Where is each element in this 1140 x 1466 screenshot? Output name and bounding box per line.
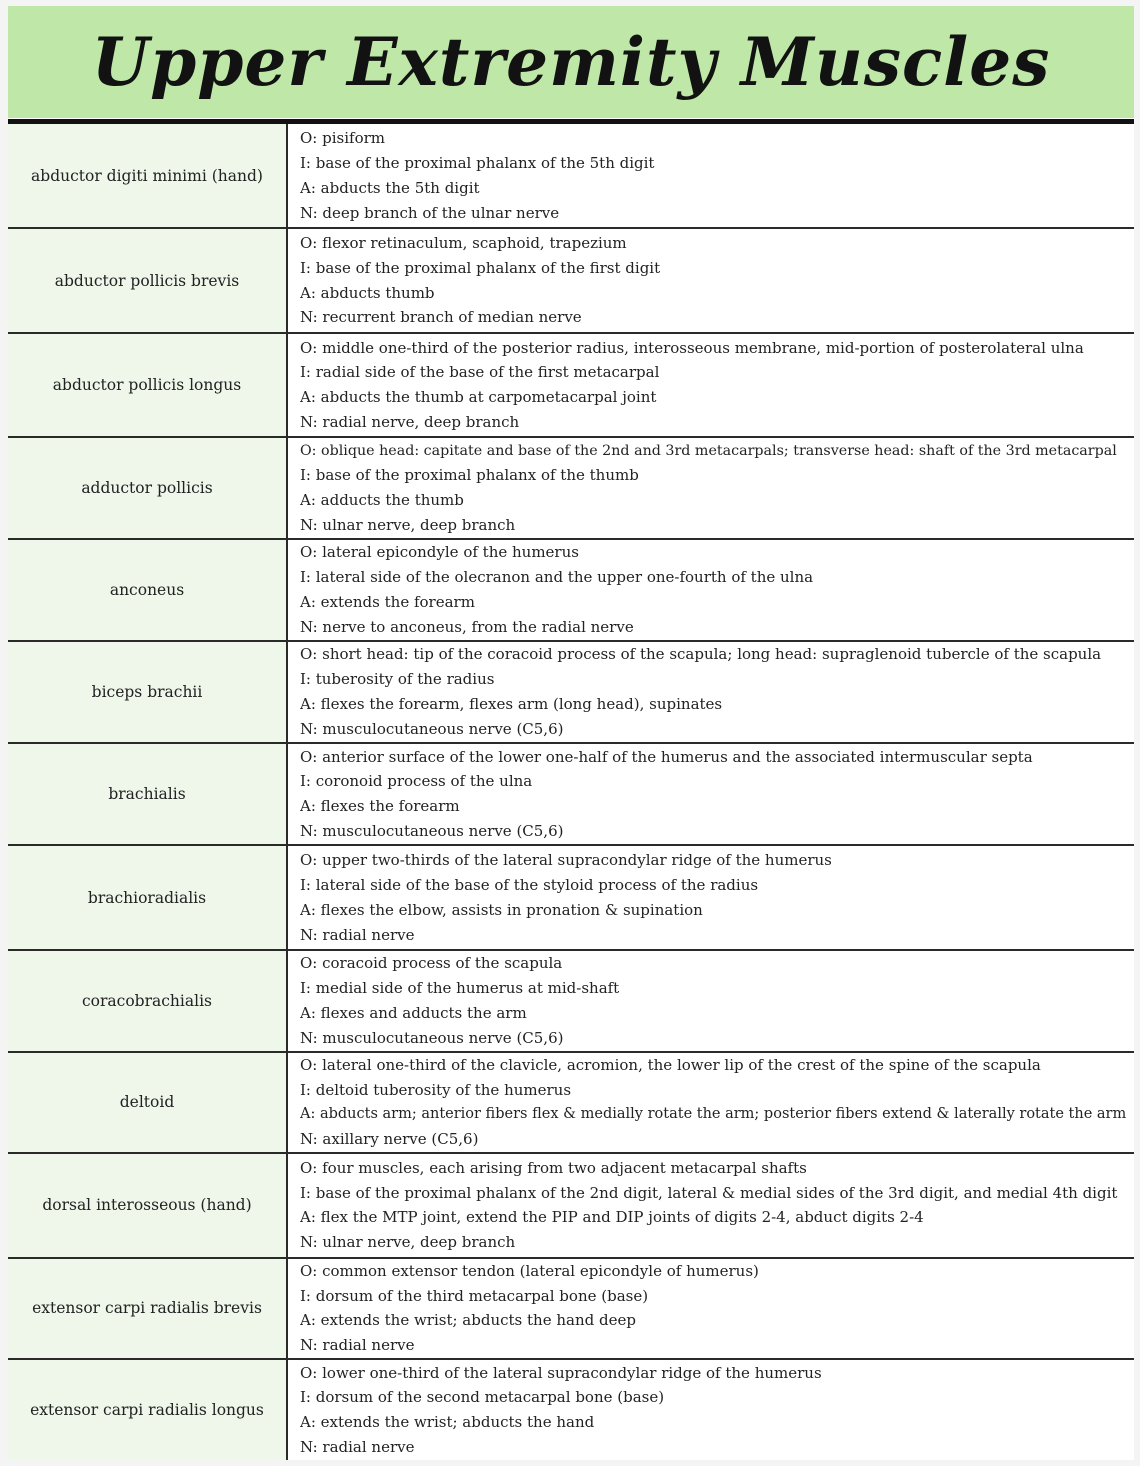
insertion-line: I: radial side of the base of the first metacarpal	[300, 363, 660, 382]
nerve-line: N: axillary nerve (C5,6)	[300, 1130, 479, 1149]
muscle-details	[287, 539, 1134, 641]
action-line: A: abducts the thumb at carpometacarpal joint	[300, 388, 657, 407]
muscle-name: brachialis	[8, 743, 287, 845]
origin-line: O: flexor retinaculum, scaphoid, trapezium	[300, 234, 627, 253]
title-banner	[8, 6, 1134, 118]
origin-line: O: middle one-third of the posterior radius, interosseous membrane, mid-portion of posterolateral ulna	[300, 338, 1084, 357]
muscle-details	[287, 228, 1134, 332]
muscle-details	[287, 743, 1134, 845]
muscle-row	[8, 1359, 1134, 1460]
muscle-details	[287, 1052, 1134, 1154]
nerve-line: N: radial nerve	[300, 925, 415, 944]
origin-line: O: pisiform	[300, 129, 385, 148]
muscle-name: coracobrachialis	[8, 950, 287, 1052]
muscle-table-container	[8, 124, 1134, 1460]
insertion-line: I: lateral side of the olecranon and the upper one-fourth of the ulna	[300, 568, 814, 586]
nerve-line: N: recurrent branch of median nerve	[300, 308, 582, 327]
muscle-row	[8, 743, 1134, 845]
muscle-row	[8, 437, 1134, 539]
nerve-line: N: radial nerve	[300, 1336, 415, 1355]
nerve-line: N: musculocutaneous nerve (C5,6)	[300, 719, 564, 738]
muscle-name: abductor pollicis longus	[8, 333, 287, 437]
action-line: A: flexes the forearm	[300, 797, 460, 816]
muscle-details	[287, 1258, 1134, 1360]
muscle-row	[8, 1258, 1134, 1360]
action-line: A: flexes the elbow, assists in pronation & supination	[300, 900, 703, 919]
action-line: A: flex the MTP joint, extend the PIP and DIP joints of digits 2-4, abduct digits 2-4	[300, 1208, 924, 1227]
insertion-line: I: dorsum of the second metacarpal bone (base)	[300, 1388, 665, 1407]
nerve-line: N: deep branch of the ulnar nerve	[300, 203, 560, 222]
muscle-row	[8, 845, 1134, 949]
muscle-name: abductor pollicis brevis	[8, 228, 287, 332]
insertion-line: I: medial side of the humerus at mid-shaft	[300, 978, 620, 997]
muscle-row	[8, 641, 1134, 743]
nerve-line: N: radial nerve	[300, 1437, 415, 1456]
insertion-line: I: lateral side of the base of the styloid process of the radius	[300, 875, 759, 894]
muscle-row	[8, 539, 1134, 641]
insertion-line: I: deltoid tuberosity of the humerus	[300, 1080, 572, 1099]
muscle-details	[287, 950, 1134, 1052]
origin-line: O: anterior surface of the lower one-half of the humerus and the associated intermuscular septa	[300, 747, 1033, 766]
muscle-name: extensor carpi radialis brevis	[8, 1258, 287, 1360]
worksheet-page	[8, 6, 1134, 1460]
origin-line: O: common extensor tendon (lateral epicondyle of humerus)	[300, 1261, 759, 1280]
nerve-line: N: nerve to anconeus, from the radial nerve	[300, 617, 634, 636]
muscle-row	[8, 950, 1134, 1052]
muscle-details	[287, 641, 1134, 743]
muscle-name: adductor pollicis	[8, 437, 287, 539]
action-line: A: abducts the 5th digit	[300, 178, 480, 197]
muscle-table	[8, 124, 1134, 1460]
action-line: A: extends the wrist; abducts the hand	[300, 1413, 595, 1432]
origin-line: O: lower one-third of the lateral supracondylar ridge of the humerus	[300, 1363, 822, 1382]
action-line: A: flexes the forearm, flexes arm (long head), supinates	[300, 694, 723, 713]
muscle-row	[8, 1052, 1134, 1154]
muscle-name: deltoid	[8, 1052, 287, 1154]
insertion-line: I: base of the proximal phalanx of the thumb	[300, 466, 639, 485]
nerve-line: N: radial nerve, deep branch	[300, 412, 520, 431]
muscle-details	[287, 437, 1134, 539]
insertion-line: I: tuberosity of the radius	[300, 670, 495, 689]
muscle-row	[8, 228, 1134, 332]
origin-line: O: lateral one-third of the clavicle, acromion, the lower lip of the crest of the spine of the scapula	[300, 1055, 1041, 1074]
page-title: Upper Extremity Muscles	[91, 23, 1051, 101]
muscle-details	[287, 124, 1134, 228]
origin-line: O: upper two-thirds of the lateral supracondylar ridge of the humerus	[300, 851, 832, 870]
nerve-line: N: musculocutaneous nerve (C5,6)	[300, 1028, 564, 1047]
action-line: A: extends the forearm	[300, 592, 475, 611]
insertion-line: I: base of the proximal phalanx of the 2nd digit, lateral & medial sides of the 3rd digit, and medial 4th digit	[300, 1183, 1118, 1202]
nerve-line: N: ulnar nerve, deep branch	[300, 1233, 516, 1252]
muscle-row	[8, 333, 1134, 437]
muscle-name: brachioradialis	[8, 845, 287, 949]
action-line: A: abducts thumb	[300, 283, 435, 302]
muscle-row	[8, 124, 1134, 228]
muscle-table-body	[8, 124, 1134, 1460]
muscle-row	[8, 1153, 1134, 1257]
muscle-details	[287, 1359, 1134, 1460]
muscle-details	[287, 333, 1134, 437]
muscle-name: anconeus	[8, 539, 287, 641]
action-line: A: adducts the thumb	[300, 491, 464, 510]
origin-line: O: coracoid process of the scapula	[300, 954, 563, 973]
muscle-name: biceps brachii	[8, 641, 287, 743]
insertion-line: I: base of the proximal phalanx of the 5th digit	[300, 153, 655, 172]
action-line: A: flexes and adducts the arm	[300, 1003, 527, 1022]
action-line: A: abducts arm; anterior fibers flex & medially rotate the arm; posterior fibers extend & laterally rotate the arm	[300, 1106, 1127, 1123]
muscle-name: abductor digiti minimi (hand)	[8, 124, 287, 228]
muscle-name: extensor carpi radialis longus	[8, 1359, 287, 1460]
origin-line: O: short head: tip of the coracoid process of the scapula; long head: supraglenoid tubercle of the scapula	[300, 645, 1102, 664]
origin-line: O: four muscles, each arising from two adjacent metacarpal shafts	[300, 1158, 807, 1177]
insertion-line: I: coronoid process of the ulna	[300, 772, 533, 791]
nerve-line: N: ulnar nerve, deep branch	[300, 515, 516, 534]
insertion-line: I: dorsum of the third metacarpal bone (base)	[300, 1286, 649, 1305]
muscle-name: dorsal interosseous (hand)	[8, 1153, 287, 1257]
origin-line: O: oblique head: capitate and base of the 2nd and 3rd metacarpals; transverse head: shaft of the 3rd metacarpal	[300, 442, 1117, 459]
action-line: A: extends the wrist; abducts the hand deep	[300, 1311, 636, 1330]
insertion-line: I: base of the proximal phalanx of the first digit	[300, 258, 661, 277]
muscle-details	[287, 845, 1134, 949]
origin-line: O: lateral epicondyle of the humerus	[300, 543, 579, 562]
muscle-details	[287, 1153, 1134, 1257]
nerve-line: N: musculocutaneous nerve (C5,6)	[300, 822, 564, 841]
